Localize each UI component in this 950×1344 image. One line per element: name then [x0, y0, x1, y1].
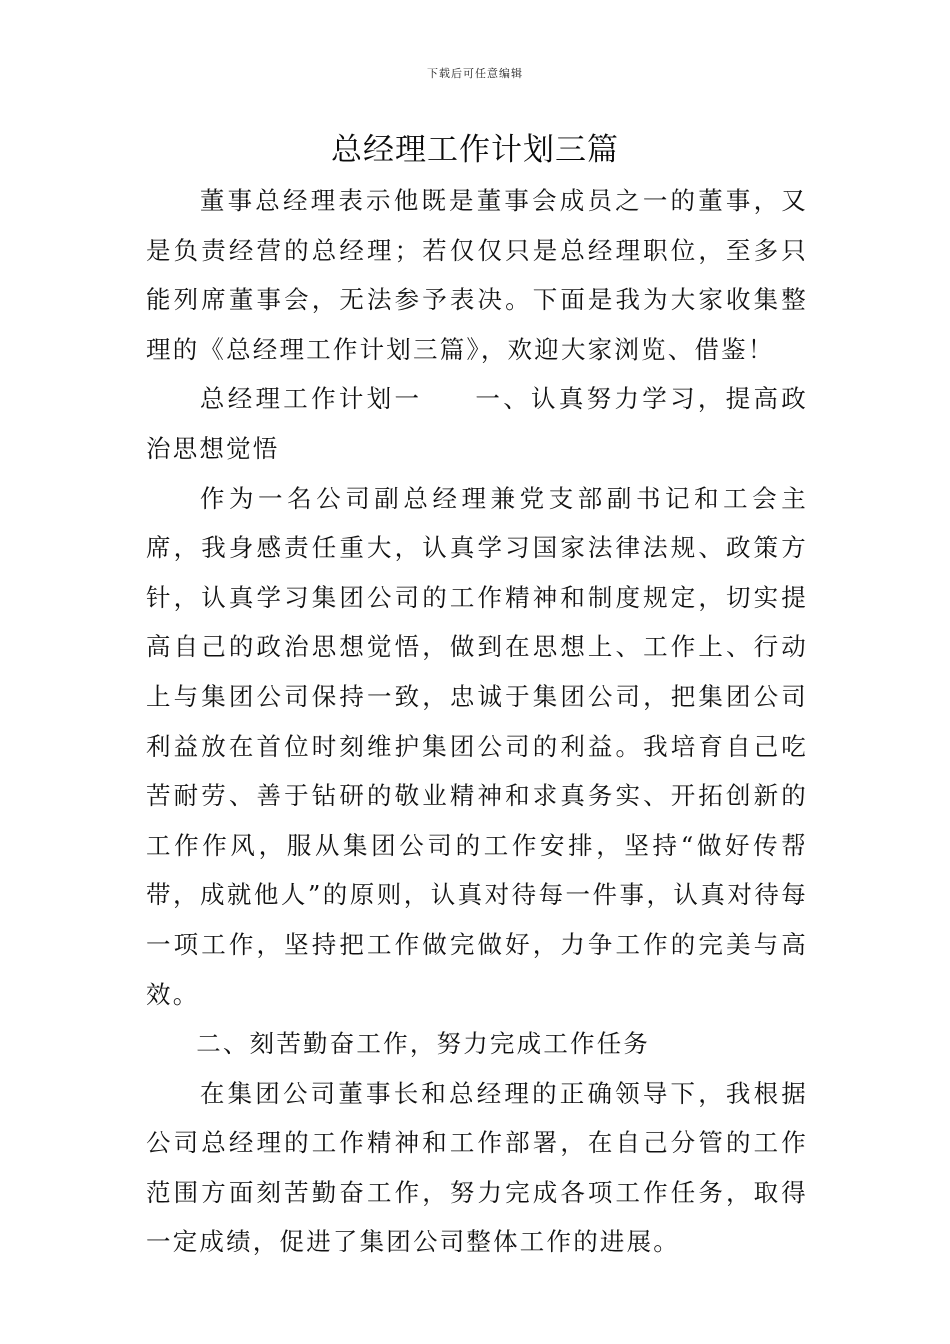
document-body: [146, 176, 808, 1267]
plan-one-label: 总经理工作计划一: [199, 384, 423, 414]
intro-paragraph: 董事总经理表示他既是董事会成员之一的董事，又是负责经营的总经理；若仅仅只是总经理职位，至多只能列席董事会，无法参予表决。下面是我为大家收集整理的《总经理工作计划三篇》，欢迎大家浏览、借鉴！: [146, 186, 808, 364]
plan-one-line: [146, 374, 808, 473]
section-one-heading: 一、认真努力学习，提高政治思想觉悟: [146, 384, 808, 463]
page-header-note: 下载后可任意编辑: [427, 67, 523, 80]
section-two-paragraph: 在集团公司董事长和总经理的正确领导下，我根据公司总经理的工作精神和工作部署，在自己分管的工作范围方面刻苦勤奋工作，努力完成各项工作任务，取得一定成绩，促进了集团公司整体工作的进展。: [146, 1078, 808, 1257]
section-one-paragraph: 作为一名公司副总经理兼党支部副书记和工会主席，我身感责任重大，认真学习国家法律法规、政策方针，认真学习集团公司的工作精神和制度规定，切实提高自己的政治思想觉悟，做到在思想上、工作上、行动上与集团公司保持一致，忠诚于集团公司，把集团公司利益放在首位时刻维护集团公司的利益。我培育自己吃苦耐劳、善于钻研的敬业精神和求真务实、开拓创新的工作作风，服从集团公司的工作安排，坚持“做好传帮带，成就他人”的原则，认真对待每一件事，认真对待每一项工作，坚持把工作做完做好，力争工作的完美与高效。: [146, 483, 808, 1009]
document-title: 总经理工作计划三篇: [331, 132, 619, 168]
section-two-heading: 二、刻苦勤奋工作，努力完成工作任务: [196, 1029, 651, 1059]
